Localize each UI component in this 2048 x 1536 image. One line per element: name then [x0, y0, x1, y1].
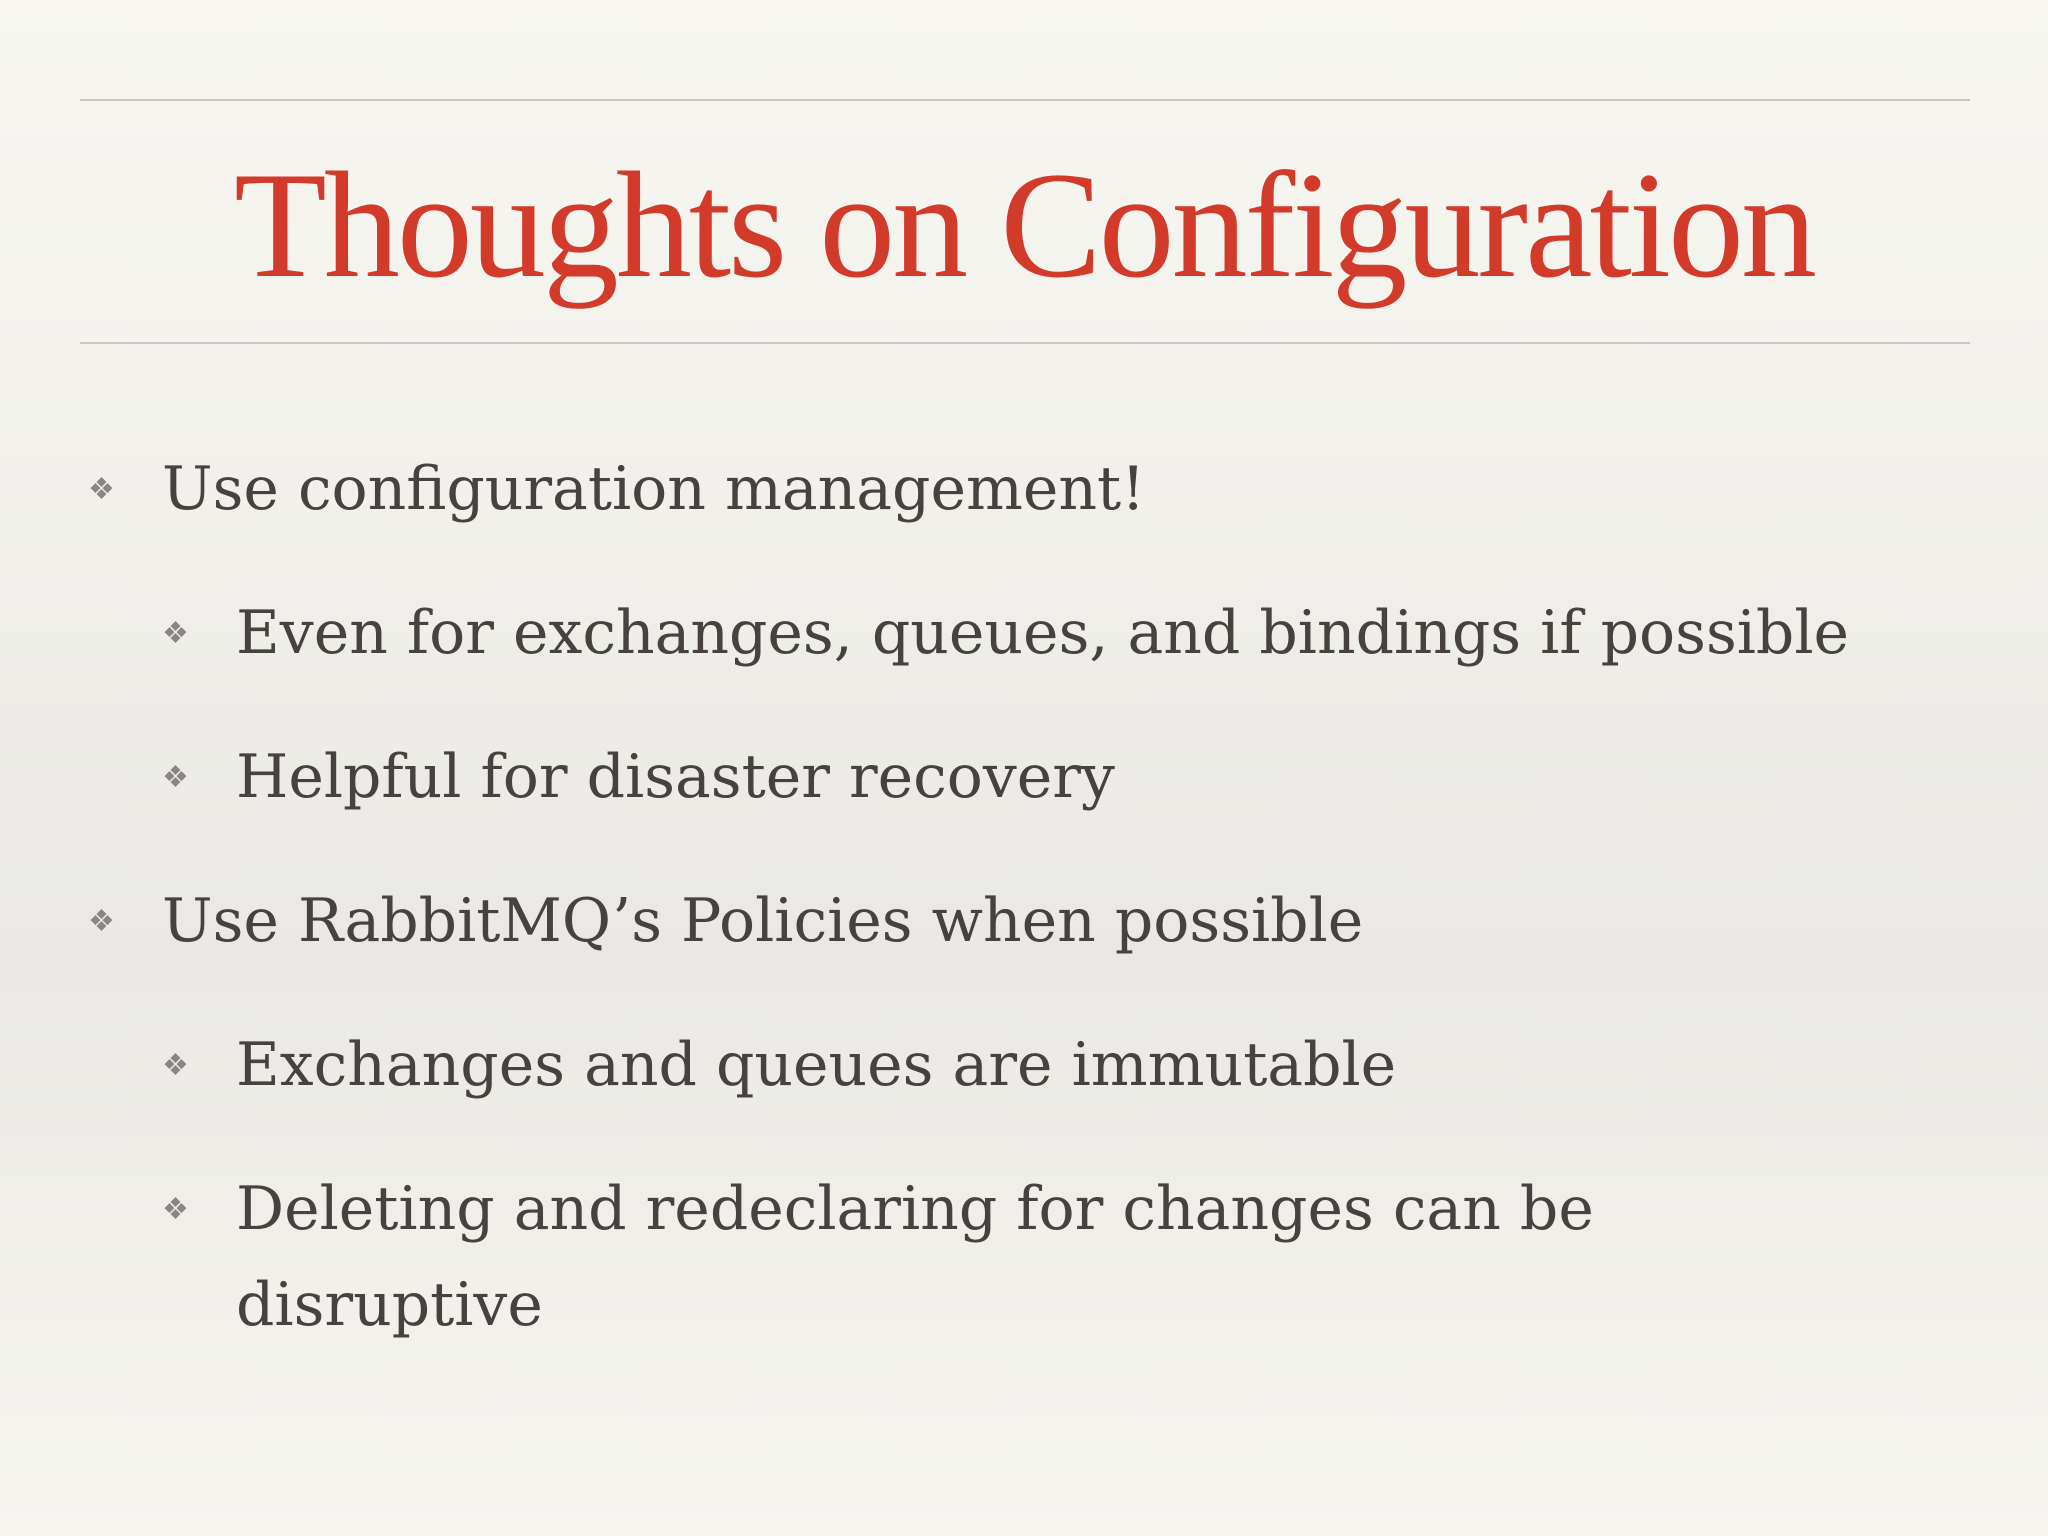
bullet-text: Deleting and redeclaring for changes can be disruptive: [236, 1174, 1594, 1340]
slide-title: Thoughts on Configuration: [233, 141, 1814, 309]
bullet-text: Exchanges and queues are immutable: [236, 1030, 1397, 1100]
four-petal-diamond-icon: ❖: [162, 1048, 189, 1083]
bullet-item-level1: [88, 873, 1364, 969]
bullet-text: Use configuration management!: [162, 454, 1146, 524]
bullet-text: Helpful for disaster recovery: [236, 742, 1115, 812]
bullet-text: Use RabbitMQ’s Policies when possible: [162, 886, 1364, 956]
four-petal-diamond-icon: ❖: [88, 472, 115, 507]
bullet-item-level1: [88, 441, 1146, 537]
four-petal-diamond-icon: ❖: [162, 1192, 189, 1227]
four-petal-diamond-icon: ❖: [162, 760, 189, 795]
bullet-text: Even for exchanges, queues, and bindings if possible: [236, 598, 1850, 668]
bullet-item-level2: [162, 729, 1115, 825]
bullet-item-level2: [162, 585, 1850, 681]
bullet-item-level2: [162, 1161, 1716, 1353]
bullet-item-level2: [162, 1017, 1397, 1113]
four-petal-diamond-icon: ❖: [162, 616, 189, 651]
four-petal-diamond-icon: ❖: [88, 904, 115, 939]
